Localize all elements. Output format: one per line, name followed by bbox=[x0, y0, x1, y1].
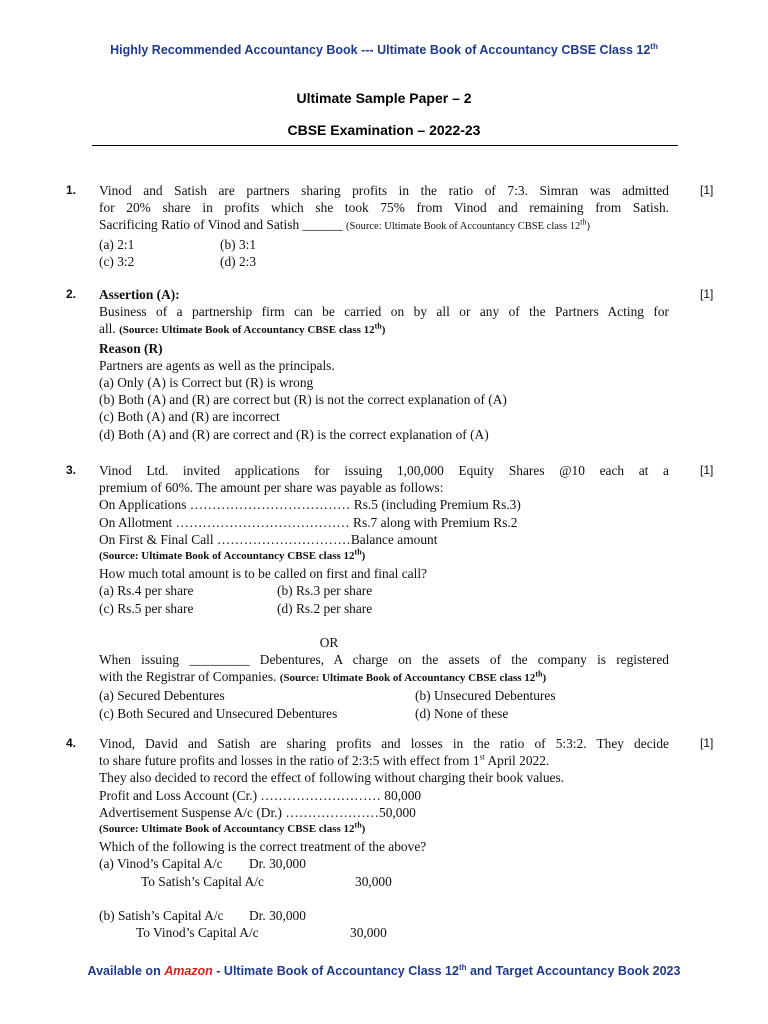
paper-title: Ultimate Sample Paper – 2 bbox=[296, 90, 472, 106]
question-mark: [1] bbox=[700, 287, 714, 301]
question-text: premium of 60%. The amount per share was payable as follows: bbox=[99, 480, 444, 496]
amazon-link[interactable]: Amazon bbox=[164, 964, 213, 978]
question-text: all. (Source: Ultimate Book of Accountancy CBSE class 12th) bbox=[99, 321, 386, 337]
option-b: (b) 3:1 bbox=[220, 236, 257, 252]
journal-entry-a-debit: (a) Vinod’s Capital A/c Dr. 30,000 bbox=[99, 856, 306, 872]
option-a: (a) Only (A) is Correct but (R) is wrong bbox=[99, 375, 314, 391]
option-d: (d) None of these bbox=[415, 705, 509, 721]
source-note: (Source: Ultimate Book of Accountancy CBSE class 12th) bbox=[99, 547, 366, 563]
option-row bbox=[99, 253, 669, 270]
payment-line: On Allotment ………………………………… Rs.7 along with Premium Rs.2 bbox=[99, 514, 518, 530]
source-note: (Source: Ultimate Book of Accountancy CBSE class 12th) bbox=[99, 820, 366, 836]
option-row bbox=[99, 582, 669, 599]
option-c: (c) Rs.5 per share bbox=[99, 600, 194, 616]
source-note: (Source: Ultimate Book of Accountancy CBSE class 12th) bbox=[119, 321, 386, 337]
question-mark: [1] bbox=[700, 463, 714, 477]
question-2 bbox=[66, 286, 716, 443]
question-text: with the Registrar of Companies. (Source: Ultimate Book of Accountancy CBSE class 12th) bbox=[99, 669, 547, 685]
option-row bbox=[99, 236, 669, 253]
question-number: 3. bbox=[66, 463, 77, 477]
question-text: Business of a partnership firm can be carried on by all or any of the Partners Acting for bbox=[99, 304, 669, 320]
option-c: (c) Both (A) and (R) are incorrect bbox=[99, 409, 280, 425]
journal-entry-b-credit: To Vinod’s Capital A/c 30,000 bbox=[136, 925, 387, 941]
reason-heading: Reason (R) bbox=[99, 340, 163, 356]
page-header: Highly Recommended Accountancy Book --- Ultimate Book of Accountancy CBSE Class 12th bbox=[110, 41, 658, 57]
option-a: (a) 2:1 bbox=[99, 236, 135, 252]
journal-entry-b-debit: (b) Satish’s Capital A/c Dr. 30,000 bbox=[99, 907, 306, 923]
assertion-heading: Assertion (A): bbox=[99, 287, 180, 302]
question-number: 2. bbox=[66, 287, 77, 301]
option-c: (c) 3:2 bbox=[99, 253, 135, 269]
question-text: Which of the following is the correct treatment of the above? bbox=[99, 839, 427, 855]
option-b: (b) Both (A) and (R) are correct but (R) is not the correct explanation of (A) bbox=[99, 392, 507, 408]
question-1 bbox=[66, 182, 716, 270]
payment-line: On Applications ……………………………… Rs.5 (including Premium Rs.3) bbox=[99, 497, 521, 513]
question-mark: [1] bbox=[700, 736, 714, 750]
source-note: (Source: Ultimate Book of Accountancy CBSE class 12th) bbox=[346, 217, 590, 233]
question-text: How much total amount is to be called on first and final call? bbox=[99, 566, 427, 582]
option-row bbox=[99, 687, 669, 704]
question-text: When issuing _________ Debentures, A charge on the assets of the company is registered bbox=[99, 652, 669, 668]
exam-title: CBSE Examination – 2022-23 bbox=[287, 122, 481, 138]
journal-entry-a-credit: To Satish’s Capital A/c 30,000 bbox=[141, 873, 392, 889]
option-b: (b) Unsecured Debentures bbox=[415, 688, 556, 704]
option-row bbox=[99, 705, 669, 722]
option-a: (a) Rs.4 per share bbox=[99, 583, 194, 599]
title-divider bbox=[92, 145, 678, 146]
account-line: Advertisement Suspense A/c (Dr.) …………………50,000 bbox=[99, 804, 416, 820]
source-note: (Source: Ultimate Book of Accountancy CBSE class 12th) bbox=[279, 669, 547, 685]
question-text: for 20% share in profits which she took 75% from Vinod and remaining from Satish. bbox=[99, 200, 669, 216]
question-number: 4. bbox=[66, 736, 77, 750]
question-text: to share future profits and losses in the ratio of 2:3:5 with effect from 1st April 2022. bbox=[99, 752, 550, 769]
option-d: (d) Rs.2 per share bbox=[277, 600, 373, 616]
question-text: Sacrificing Ratio of Vinod and Satish ______ (Source: Ultimate Book of Accountancy CBSE class 12th) bbox=[99, 217, 590, 233]
or-separator: OR bbox=[319, 634, 339, 650]
question-3 bbox=[66, 462, 716, 722]
question-text: They also decided to record the effect of following without charging their book values. bbox=[99, 770, 565, 786]
option-d: (d) 2:3 bbox=[220, 253, 257, 269]
question-text: Vinod, David and Satish are sharing profits and losses in the ratio of 5:3:2. They decide bbox=[99, 736, 669, 751]
reason-text: Partners are agents as well as the principals. bbox=[99, 357, 335, 373]
option-a: (a) Secured Debentures bbox=[99, 688, 225, 704]
option-row bbox=[99, 600, 669, 617]
page-footer: Available on Amazon - Ultimate Book of Accountancy Class 12th and Target Accountancy Book 2023 bbox=[87, 962, 681, 978]
payment-line: On First & Final Call …………………………Balance amount bbox=[99, 531, 438, 547]
question-mark: [1] bbox=[700, 183, 714, 197]
option-c: (c) Both Secured and Unsecured Debentures bbox=[99, 705, 338, 721]
question-text: Vinod Ltd. invited applications for issuing 1,00,000 Equity Shares @10 each at a bbox=[99, 463, 669, 478]
question-text: Vinod and Satish are partners sharing profits in the ratio of 7:3. Simran was admitted bbox=[99, 183, 669, 198]
option-d: (d) Both (A) and (R) are correct and (R) is the correct explanation of (A) bbox=[99, 426, 489, 442]
option-b: (b) Rs.3 per share bbox=[277, 583, 373, 599]
account-line: Profit and Loss Account (Cr.) ……………………… 80,000 bbox=[99, 787, 422, 803]
question-number: 1. bbox=[66, 183, 77, 197]
question-4 bbox=[66, 735, 716, 941]
